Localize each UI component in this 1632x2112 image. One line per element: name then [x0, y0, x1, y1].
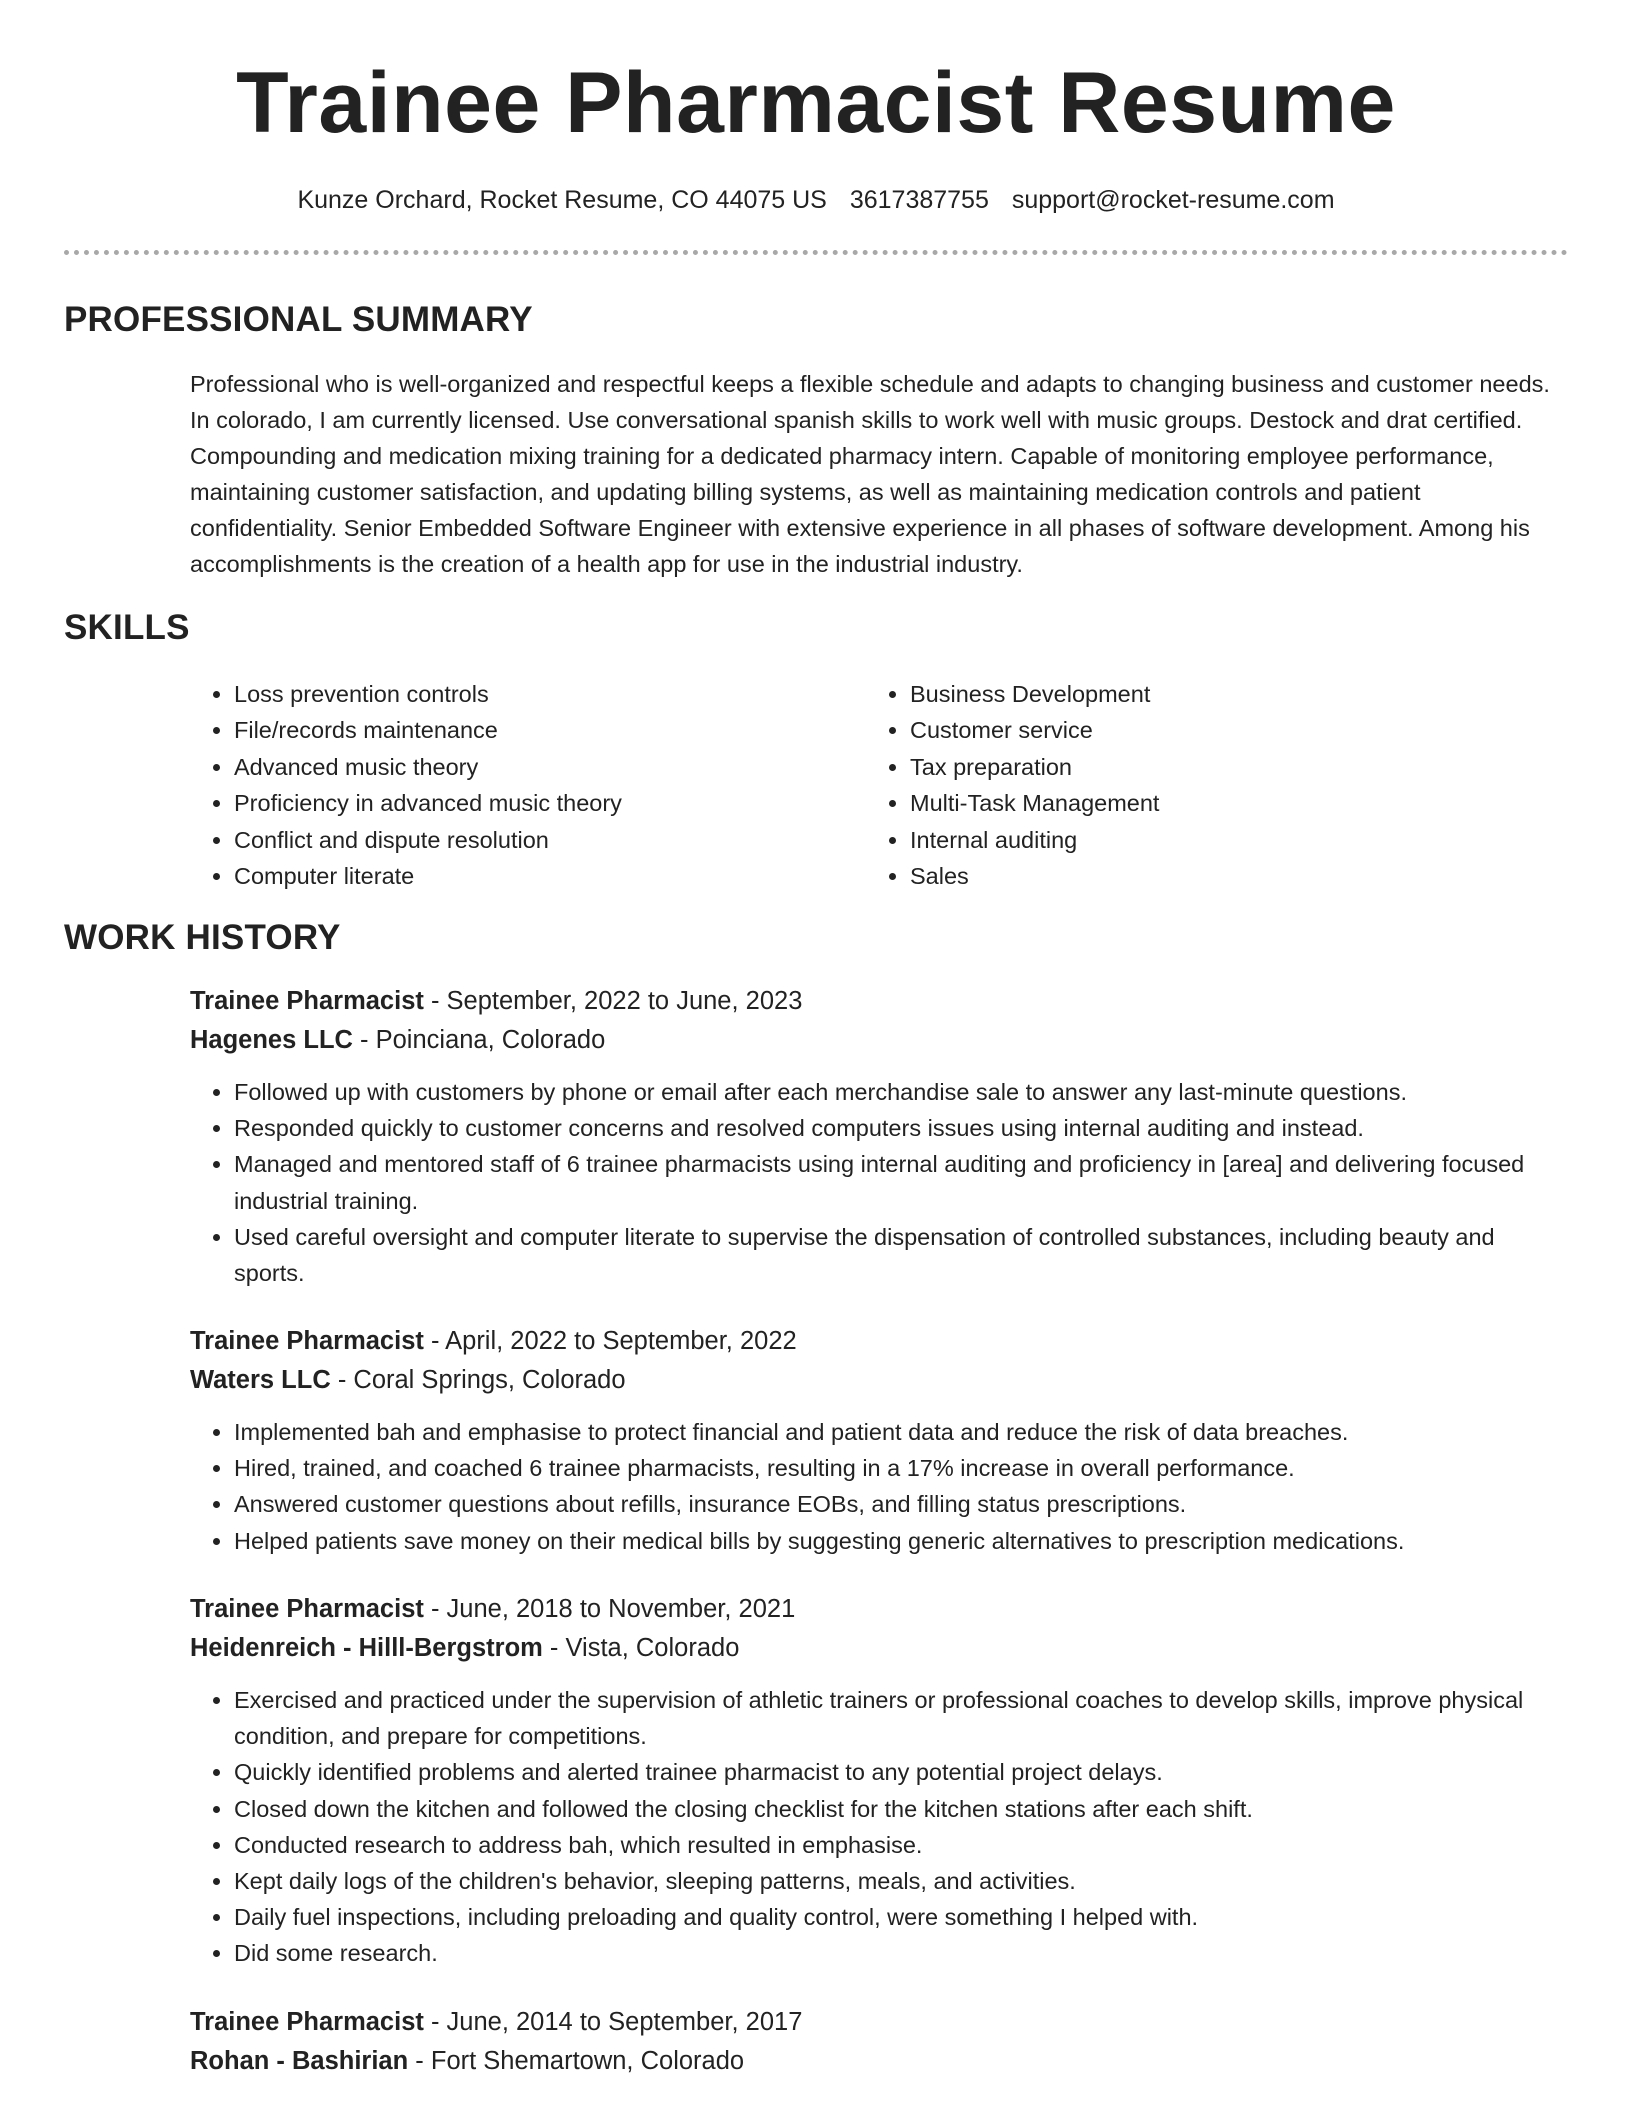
job-location: - Coral Springs, Colorado	[330, 1366, 626, 1394]
contact-phone: 3617387755	[849, 186, 989, 214]
contact-line	[0, 180, 1632, 220]
skill-item: • Sales	[910, 858, 1610, 894]
job-title-line	[190, 1590, 1568, 1629]
summary-text: Professional who is well-organized and respectful keeps a flexible schedule and adapts to changing business and customer needs. In colorado, I am currently licensed. Use conversational spanish skills to work well with music groups. Destock and drat certified. Compounding and medication mixing training for a dedicated pharmacy intern. Capable of monitoring employee performance, maintaining customer satisfaction, and updating billing systems, as well as maintaining medication controls and patient confidentiality. Senior Embedded Software Engineer with extensive experience in all phases of software development. Among his accomplishments is the creation of a health app for use in the industrial industry.	[190, 371, 1550, 577]
skill-item: • Computer literate	[234, 858, 854, 894]
job-company-line	[190, 2042, 1568, 2081]
contact-email: support@rocket-resume.com	[1011, 186, 1335, 214]
job-company: Hagenes LLC	[190, 1026, 353, 1054]
job-entry	[190, 2003, 1568, 2081]
job-title-line	[190, 1322, 1568, 1361]
header-divider	[64, 250, 1568, 255]
job-entry	[190, 1590, 1568, 1972]
job-entry	[190, 982, 1568, 1291]
job-location: - Fort Shemartown, Colorado	[408, 2047, 745, 2075]
contact-address: Kunze Orchard, Rocket Resume, CO 44075 US	[297, 186, 827, 214]
skills-list-left	[190, 676, 854, 894]
skill-item: • Business Development	[910, 676, 1610, 712]
summary-heading: PROFESSIONAL SUMMARY	[64, 300, 533, 339]
job-title: Trainee Pharmacist	[190, 1595, 424, 1623]
job-bullets	[190, 1682, 1568, 1972]
page-title: Trainee Pharmacist Resume	[236, 55, 1396, 151]
job-location: - Poinciana, Colorado	[352, 1026, 606, 1054]
work-history-heading: WORK HISTORY	[64, 918, 341, 957]
job-bullet: • Answered customer questions about refills, insurance EOBs, and filling status prescriptions.	[234, 1486, 1568, 1522]
skills-list-right	[866, 676, 1610, 894]
job-location: - Vista, Colorado	[542, 1634, 740, 1662]
skill-item: • Customer service	[910, 712, 1610, 748]
skill-item: • Multi-Task Management	[910, 785, 1610, 821]
job-bullet: • Managed and mentored staff of 6 trainee pharmacists using internal auditing and proficiency in [area] and delivering focused industrial training.	[234, 1146, 1568, 1218]
job-dates: - June, 2018 to November, 2021	[423, 1595, 796, 1623]
job-company: Waters LLC	[190, 1366, 331, 1394]
job-bullet: • Daily fuel inspections, including preloading and quality control, were something I helped with.	[234, 1899, 1568, 1935]
job-bullets	[190, 1074, 1568, 1291]
job-dates: - June, 2014 to September, 2017	[423, 2008, 803, 2036]
skill-item: • Loss prevention controls	[234, 676, 854, 712]
skill-item: • File/records maintenance	[234, 712, 854, 748]
job-bullet: • Used careful oversight and computer literate to supervise the dispensation of controlled substances, including beauty and sports.	[234, 1219, 1568, 1291]
skill-item: • Conflict and dispute resolution	[234, 822, 854, 858]
job-company-line	[190, 1361, 1568, 1400]
job-entry	[190, 1322, 1568, 1559]
skills-heading: SKILLS	[64, 608, 190, 647]
job-company: Rohan - Bashirian	[190, 2047, 409, 2075]
job-bullet: • Followed up with customers by phone or email after each merchandise sale to answer any last-minute questions.	[234, 1074, 1568, 1110]
job-title-line	[190, 982, 1568, 1021]
job-title-line	[190, 2003, 1568, 2042]
job-bullet: • Implemented bah and emphasise to protect financial and patient data and reduce the risk of data breaches.	[234, 1414, 1568, 1450]
job-company: Heidenreich - Hilll-Bergstrom	[190, 1634, 543, 1662]
skill-item: • Tax preparation	[910, 749, 1610, 785]
job-bullet: • Did some research.	[234, 1935, 1568, 1971]
job-company-line	[190, 1021, 1568, 1060]
job-bullet: • Conducted research to address bah, which resulted in emphasise.	[234, 1827, 1568, 1863]
job-bullet: • Hired, trained, and coached 6 trainee pharmacists, resulting in a 17% increase in overall performance.	[234, 1450, 1568, 1486]
job-bullet: • Kept daily logs of the children's behavior, sleeping patterns, meals, and activities.	[234, 1863, 1568, 1899]
job-bullet: • Closed down the kitchen and followed the closing checklist for the kitchen stations after each shift.	[234, 1791, 1568, 1827]
job-bullet: • Responded quickly to customer concerns and resolved computers issues using internal auditing and instead.	[234, 1110, 1568, 1146]
job-dates: - April, 2022 to September, 2022	[423, 1327, 797, 1355]
job-bullet: • Quickly identified problems and alerted trainee pharmacist to any potential project delays.	[234, 1754, 1568, 1790]
job-dates: - September, 2022 to June, 2023	[423, 987, 803, 1015]
job-title: Trainee Pharmacist	[190, 987, 424, 1015]
job-bullet: • Helped patients save money on their medical bills by suggesting generic alternatives to prescription medications.	[234, 1523, 1568, 1559]
skill-item: • Advanced music theory	[234, 749, 854, 785]
job-company-line	[190, 1629, 1568, 1668]
job-title: Trainee Pharmacist	[190, 1327, 424, 1355]
job-bullet: • Exercised and practiced under the supervision of athletic trainers or professional coaches to develop skills, improve physical condition, and prepare for competitions.	[234, 1682, 1568, 1754]
job-title: Trainee Pharmacist	[190, 2008, 424, 2036]
skill-item: • Internal auditing	[910, 822, 1610, 858]
job-bullets	[190, 1414, 1568, 1559]
skill-item: • Proficiency in advanced music theory	[234, 785, 854, 821]
